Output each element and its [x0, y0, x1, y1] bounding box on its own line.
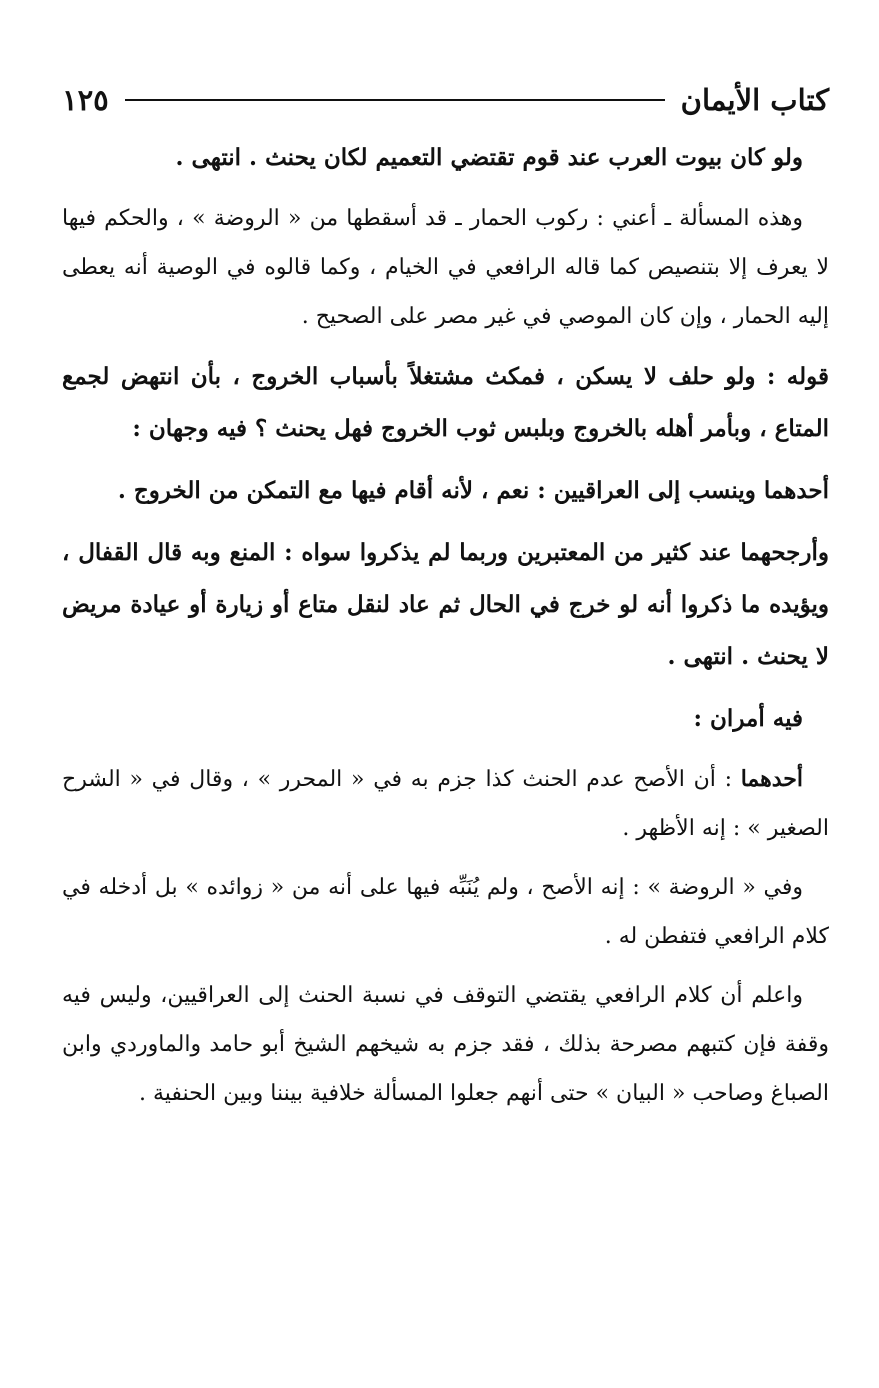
paragraph: وفي « الروضة » : إنه الأصح ، ولم يُنَبِّه فيها على أنه من « زوائده » بل أدخله في كلام الرافعي فتفطن له . [62, 875, 829, 949]
paragraph [62, 755, 829, 853]
paragraph-lead-word: أحدهما [740, 766, 803, 792]
paragraph: قوله : ولو حلف لا يسكن ، فمكث مشتغلاً بأسباب الخروج ، بأن انتهض لجمع المتاع ، وبأمر أهله بالخروج وبلبس ثوب الخروج فهل يحنث ؟ فيه وجهان : [62, 363, 829, 442]
paragraph: فيه أمران : [693, 705, 803, 732]
paragraph: ولو كان بيوت العرب عند قوم تقتضي التعميم لكان يحنث . انتهى . [175, 144, 803, 171]
header-rule [125, 99, 665, 101]
paragraph: واعلم أن كلام الرافعي يقتضي التوقف في نسبة الحنث إلى العراقيين، وليس فيه وقفة فإن كتبهم مصرحة بذلك ، فقد جزم به شيخهم الشيخ أبو حامد والماوردي وابن الصباغ وصاحب « البيان » حتى أنهم جعلوا المسألة خلافية بيننا وبين الحنفية . [62, 983, 829, 1106]
running-header [62, 72, 829, 128]
page-body [62, 132, 829, 1118]
paragraph: أحدهما وينسب إلى العراقيين : نعم ، لأنه أقام فيها مع التمكن من الخروج . [117, 477, 829, 504]
paragraph: وهذه المسألة ـ أعني : ركوب الحمار ـ قد أسقطها من « الروضة » ، والحكم فيها لا يعرف إلا بتنصيص كما قاله الرافعي في الخيام ، وكما قالوه في الوصية أنه يعطى إليه الحمار ، وإن كان الموصي في غير مصر على الصحيح . [62, 206, 829, 329]
chapter-title: كتاب الأيمان [680, 83, 829, 117]
paragraph: وأرجحهما عند كثير من المعتبرين وربما لم يذكروا سواه : المنع وبه قال القفال ، ويؤيده ما ذكروا أنه لو خرج في الحال ثم عاد لنقل متاع أو زيارة أو عيادة مريض لا يحنث . انتهى . [62, 539, 829, 670]
paragraph-text: : أن الأصح عدم الحنث كذا جزم به في « المحرر » ، وقال في « الشرح الصغير » : إنه الأظهر . [62, 767, 829, 841]
page-number: ١٢٥ [62, 83, 109, 117]
